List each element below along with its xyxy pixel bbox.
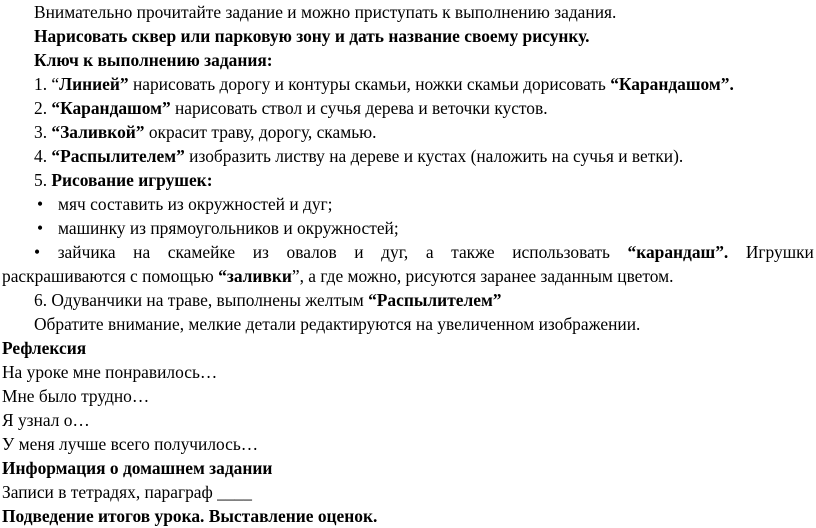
word: из [252,242,269,262]
bullet-text: мяч составить из окружностей и дуг; [58,194,333,214]
key-item-2-term: “Карандашом” [51,98,171,118]
word: также [451,242,495,262]
note-text: Обратите внимание, мелкие детали редактируются на увеличенном изображении. [34,314,641,334]
bullet-icon: • [37,218,44,238]
key-item-3 [0,120,816,144]
homework-title-bold: Информация о домашнем задании [2,458,273,478]
intro-text: Внимательно прочитайте задание и можно приступать к выполнению задания. [34,2,617,22]
reflection-title [0,336,816,360]
key-item-5-term: Рисование игрушек: [51,170,213,190]
key-title [0,48,816,72]
homework-text: Записи в тетрадях, параграф ____ [2,482,252,502]
key-item-2-num: 2. [34,98,48,118]
word: на [133,242,151,262]
key-item-1-quote: “ [51,74,60,94]
bullet-item-car [0,216,816,240]
word: а [425,242,434,262]
reflection-title-bold: Рефлексия [2,338,87,358]
bullet-item-bunny-cont [0,264,816,288]
bullet-item-ball [0,192,816,216]
reflection-line: Я узнал о… [2,410,90,430]
key-item-4 [0,144,816,168]
word: и [354,242,364,262]
key-item-1-term: Линией” [59,74,129,94]
word: Игрушки [745,242,814,262]
summary-text [0,504,816,528]
key-item-6-term: “Распылителем” [368,290,502,310]
reflection-line: У меня лучше всего получилось… [2,434,259,454]
bullet-item-bunny [0,240,816,264]
reflection-line: На уроке мне понравилось… [2,362,218,382]
bullet-text: машинку из прямоугольников и окружностей; [58,218,399,238]
key-item-5-num: 5. [34,170,48,190]
key-title-bold: Ключ к выполнению задания: [34,50,273,70]
bullet-icon: • [34,242,41,262]
cont-bold: “заливки [218,266,292,286]
task-text [0,24,816,48]
bullet-icon: • [37,194,44,214]
key-item-1 [0,72,816,96]
word-bold: “карандаш”. [627,242,729,262]
key-item-1-num: 1. [34,74,48,94]
key-item-3-text: окрасит траву, дорогу, скамью. [144,122,377,142]
key-item-3-num: 3. [34,122,48,142]
key-item-1-term2: “Карандашом”. [610,74,734,94]
task-bold: Нарисовать сквер или парковую зону и дать название своему рисунку. [34,26,590,46]
key-item-5 [0,168,816,192]
key-item-2 [0,96,816,120]
key-item-6 [0,288,816,312]
key-item-4-text: изобразить листву на дереве и кустах (наложить на сучья и ветки). [184,146,684,166]
word: дуг, [381,242,409,262]
key-item-6-text: 6. Одуванчики на траве, выполнены желтым [34,290,369,310]
word: использовать [512,242,610,262]
homework-title [0,456,816,480]
word: зайчика [57,242,116,262]
cont-tail: ”, а где можно, рисуются заранее заданным цветом. [291,266,674,286]
word: скамейке [167,242,236,262]
key-item-1-text: нарисовать дорогу и контуры скамьи, ножки скамьи дорисовать [128,74,611,94]
summary-bold: Подведение итогов урока. Выставление оценок. [2,506,378,526]
key-item-4-num: 4. [34,146,48,166]
key-item-4-term: “Распылителем” [51,146,185,166]
reflection-line: Мне было трудно… [2,386,150,406]
key-item-2-text: нарисовать ствол и сучья дерева и веточки кустов. [170,98,548,118]
cont-text: раскрашиваются с помощью [2,266,219,286]
word: овалов [286,242,337,262]
key-item-3-term: “Заливкой” [51,122,145,142]
